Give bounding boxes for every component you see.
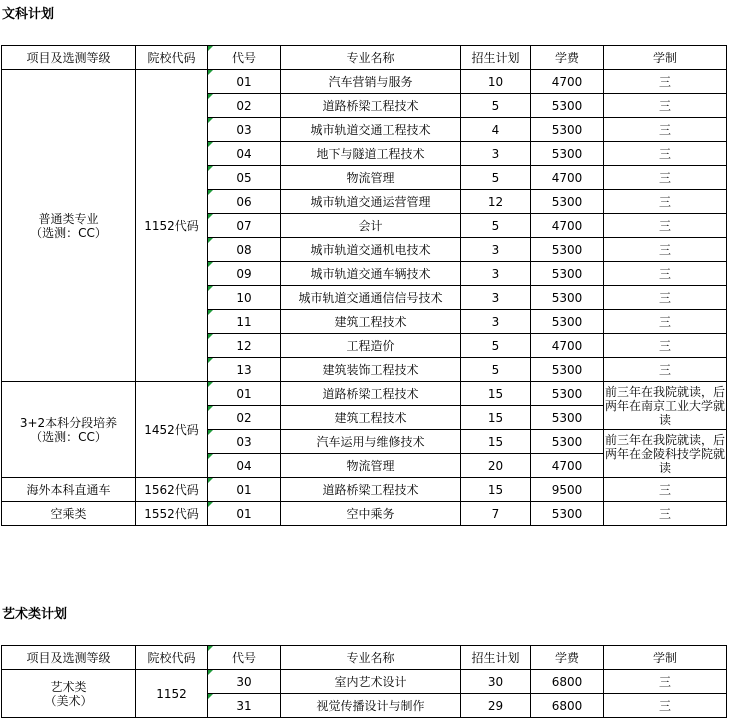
project-name-line: （选测：CC） <box>30 429 107 444</box>
major-code-cell: 07 <box>208 214 281 238</box>
plan-count-cell: 5 <box>461 214 531 238</box>
tuition-cell: 6800 <box>531 694 604 718</box>
column-header: 院校代码 <box>136 46 208 70</box>
project-cell <box>2 478 136 502</box>
major-code-cell: 04 <box>208 454 281 478</box>
major-name-cell: 道路桥梁工程技术 <box>281 382 461 406</box>
major-name-cell: 道路桥梁工程技术 <box>281 478 461 502</box>
duration-cell: 三 <box>604 238 727 262</box>
school-code-cell: 1152代码 <box>136 70 208 382</box>
column-header: 院校代码 <box>136 646 208 670</box>
project-cell <box>2 70 136 382</box>
plan-count-cell: 15 <box>461 382 531 406</box>
plan-count-cell: 3 <box>461 310 531 334</box>
major-code-cell: 05 <box>208 166 281 190</box>
project-cell <box>2 382 136 478</box>
major-code-cell: 12 <box>208 334 281 358</box>
wenke-plan-table <box>1 45 727 526</box>
header-row <box>2 646 727 670</box>
major-name-cell: 物流管理 <box>281 454 461 478</box>
major-code-cell: 01 <box>208 382 281 406</box>
table-row <box>2 70 727 94</box>
tuition-cell: 5300 <box>531 358 604 382</box>
plan-count-cell: 30 <box>461 670 531 694</box>
tuition-cell: 4700 <box>531 214 604 238</box>
major-name-cell: 视觉传播设计与制作 <box>281 694 461 718</box>
major-code-cell: 03 <box>208 430 281 454</box>
major-name-cell: 建筑装饰工程技术 <box>281 358 461 382</box>
project-name-line: 海外本科直通车 <box>26 482 111 497</box>
tuition-cell: 5300 <box>531 190 604 214</box>
major-code-cell: 01 <box>208 502 281 526</box>
tuition-cell: 5300 <box>531 502 604 526</box>
duration-cell: 三 <box>604 118 727 142</box>
major-code-cell: 02 <box>208 406 281 430</box>
major-name-cell: 空中乘务 <box>281 502 461 526</box>
duration-cell: 三 <box>604 214 727 238</box>
plan-count-cell: 4 <box>461 118 531 142</box>
table-row <box>2 382 727 406</box>
plan-count-cell: 10 <box>461 70 531 94</box>
duration-cell: 三 <box>604 142 727 166</box>
major-name-cell: 汽车营销与服务 <box>281 70 461 94</box>
tuition-cell: 4700 <box>531 70 604 94</box>
duration-cell: 三 <box>604 694 727 718</box>
major-code-cell: 04 <box>208 142 281 166</box>
major-name-cell: 城市轨道交通机电技术 <box>281 238 461 262</box>
major-code-cell: 06 <box>208 190 281 214</box>
major-code-cell: 09 <box>208 262 281 286</box>
plan-count-cell: 3 <box>461 238 531 262</box>
tuition-cell: 5300 <box>531 310 604 334</box>
duration-cell: 三 <box>604 190 727 214</box>
major-code-cell: 10 <box>208 286 281 310</box>
tuition-cell: 4700 <box>531 166 604 190</box>
study-note-cell: 前三年在我院就读，后两年在金陵科技学院就读 <box>604 430 727 478</box>
duration-cell: 三 <box>604 670 727 694</box>
tuition-cell: 4700 <box>531 334 604 358</box>
major-code-cell: 01 <box>208 70 281 94</box>
major-name-cell: 城市轨道交通车辆技术 <box>281 262 461 286</box>
major-name-cell: 城市轨道交通运营管理 <box>281 190 461 214</box>
major-name-cell: 道路桥梁工程技术 <box>281 94 461 118</box>
tuition-cell: 5300 <box>531 262 604 286</box>
column-header: 项目及选测等级 <box>2 46 136 70</box>
major-name-cell: 地下与隧道工程技术 <box>281 142 461 166</box>
tuition-cell: 9500 <box>531 478 604 502</box>
duration-cell: 三 <box>604 166 727 190</box>
plan-count-cell: 5 <box>461 334 531 358</box>
art-plan-table <box>1 645 727 718</box>
major-name-cell: 城市轨道交通工程技术 <box>281 118 461 142</box>
column-header: 代号 <box>208 46 281 70</box>
school-code-cell: 1552代码 <box>136 502 208 526</box>
plan-count-cell: 15 <box>461 406 531 430</box>
tuition-cell: 5300 <box>531 118 604 142</box>
table-row <box>2 478 727 502</box>
duration-cell: 三 <box>604 478 727 502</box>
duration-cell: 三 <box>604 358 727 382</box>
plan-count-cell: 3 <box>461 262 531 286</box>
section-title-art: 艺术类计划 <box>2 607 68 622</box>
project-name-line: （选测：CC） <box>30 225 107 240</box>
project-name-line: 艺术类 <box>50 679 87 694</box>
project-cell <box>2 670 136 718</box>
plan-count-cell: 5 <box>461 166 531 190</box>
table-row <box>2 670 727 694</box>
project-name-line: 3+2本科分段培养 <box>19 415 118 430</box>
column-header: 代号 <box>208 646 281 670</box>
plan-count-cell: 3 <box>461 286 531 310</box>
duration-cell: 三 <box>604 334 727 358</box>
column-header: 专业名称 <box>281 646 461 670</box>
tuition-cell: 4700 <box>531 454 604 478</box>
plan-count-cell: 15 <box>461 430 531 454</box>
project-name-line: （美术） <box>44 693 93 708</box>
column-header: 学费 <box>531 646 604 670</box>
tuition-cell: 5300 <box>531 406 604 430</box>
table-row <box>2 502 727 526</box>
plan-count-cell: 5 <box>461 358 531 382</box>
tuition-cell: 6800 <box>531 670 604 694</box>
project-cell <box>2 502 136 526</box>
plan-count-cell: 20 <box>461 454 531 478</box>
tuition-cell: 5300 <box>531 286 604 310</box>
tuition-cell: 5300 <box>531 382 604 406</box>
column-header: 学费 <box>531 46 604 70</box>
school-code-cell: 1452代码 <box>136 382 208 478</box>
column-header: 专业名称 <box>281 46 461 70</box>
project-name-line: 普通类专业 <box>38 211 99 226</box>
plan-count-cell: 3 <box>461 142 531 166</box>
project-name-line: 空乘类 <box>50 506 87 521</box>
major-code-cell: 02 <box>208 94 281 118</box>
school-code-cell: 1152 <box>136 670 208 718</box>
column-header: 学制 <box>604 646 727 670</box>
duration-cell: 三 <box>604 502 727 526</box>
column-header: 学制 <box>604 46 727 70</box>
tuition-cell: 5300 <box>531 238 604 262</box>
column-header: 招生计划 <box>461 646 531 670</box>
section-title-wenke: 文科计划 <box>2 7 55 22</box>
major-name-cell: 城市轨道交通通信信号技术 <box>281 286 461 310</box>
tuition-cell: 5300 <box>531 94 604 118</box>
header-row <box>2 46 727 70</box>
major-name-cell: 会计 <box>281 214 461 238</box>
plan-count-cell: 29 <box>461 694 531 718</box>
duration-cell: 三 <box>604 262 727 286</box>
major-name-cell: 物流管理 <box>281 166 461 190</box>
column-header: 项目及选测等级 <box>2 646 136 670</box>
plan-count-cell: 5 <box>461 94 531 118</box>
major-name-cell: 汽车运用与维修技术 <box>281 430 461 454</box>
major-code-cell: 13 <box>208 358 281 382</box>
tuition-cell: 5300 <box>531 142 604 166</box>
school-code-cell: 1562代码 <box>136 478 208 502</box>
major-name-cell: 建筑工程技术 <box>281 310 461 334</box>
study-note-cell: 前三年在我院就读，后两年在南京工业大学就读 <box>604 382 727 430</box>
duration-cell: 三 <box>604 70 727 94</box>
major-name-cell: 建筑工程技术 <box>281 406 461 430</box>
duration-cell: 三 <box>604 286 727 310</box>
plan-count-cell: 7 <box>461 502 531 526</box>
duration-cell: 三 <box>604 310 727 334</box>
major-code-cell: 03 <box>208 118 281 142</box>
tuition-cell: 5300 <box>531 430 604 454</box>
column-header: 招生计划 <box>461 46 531 70</box>
major-name-cell: 室内艺术设计 <box>281 670 461 694</box>
major-code-cell: 31 <box>208 694 281 718</box>
major-name-cell: 工程造价 <box>281 334 461 358</box>
plan-count-cell: 15 <box>461 478 531 502</box>
duration-cell: 三 <box>604 94 727 118</box>
major-code-cell: 30 <box>208 670 281 694</box>
major-code-cell: 11 <box>208 310 281 334</box>
major-code-cell: 01 <box>208 478 281 502</box>
major-code-cell: 08 <box>208 238 281 262</box>
plan-count-cell: 12 <box>461 190 531 214</box>
